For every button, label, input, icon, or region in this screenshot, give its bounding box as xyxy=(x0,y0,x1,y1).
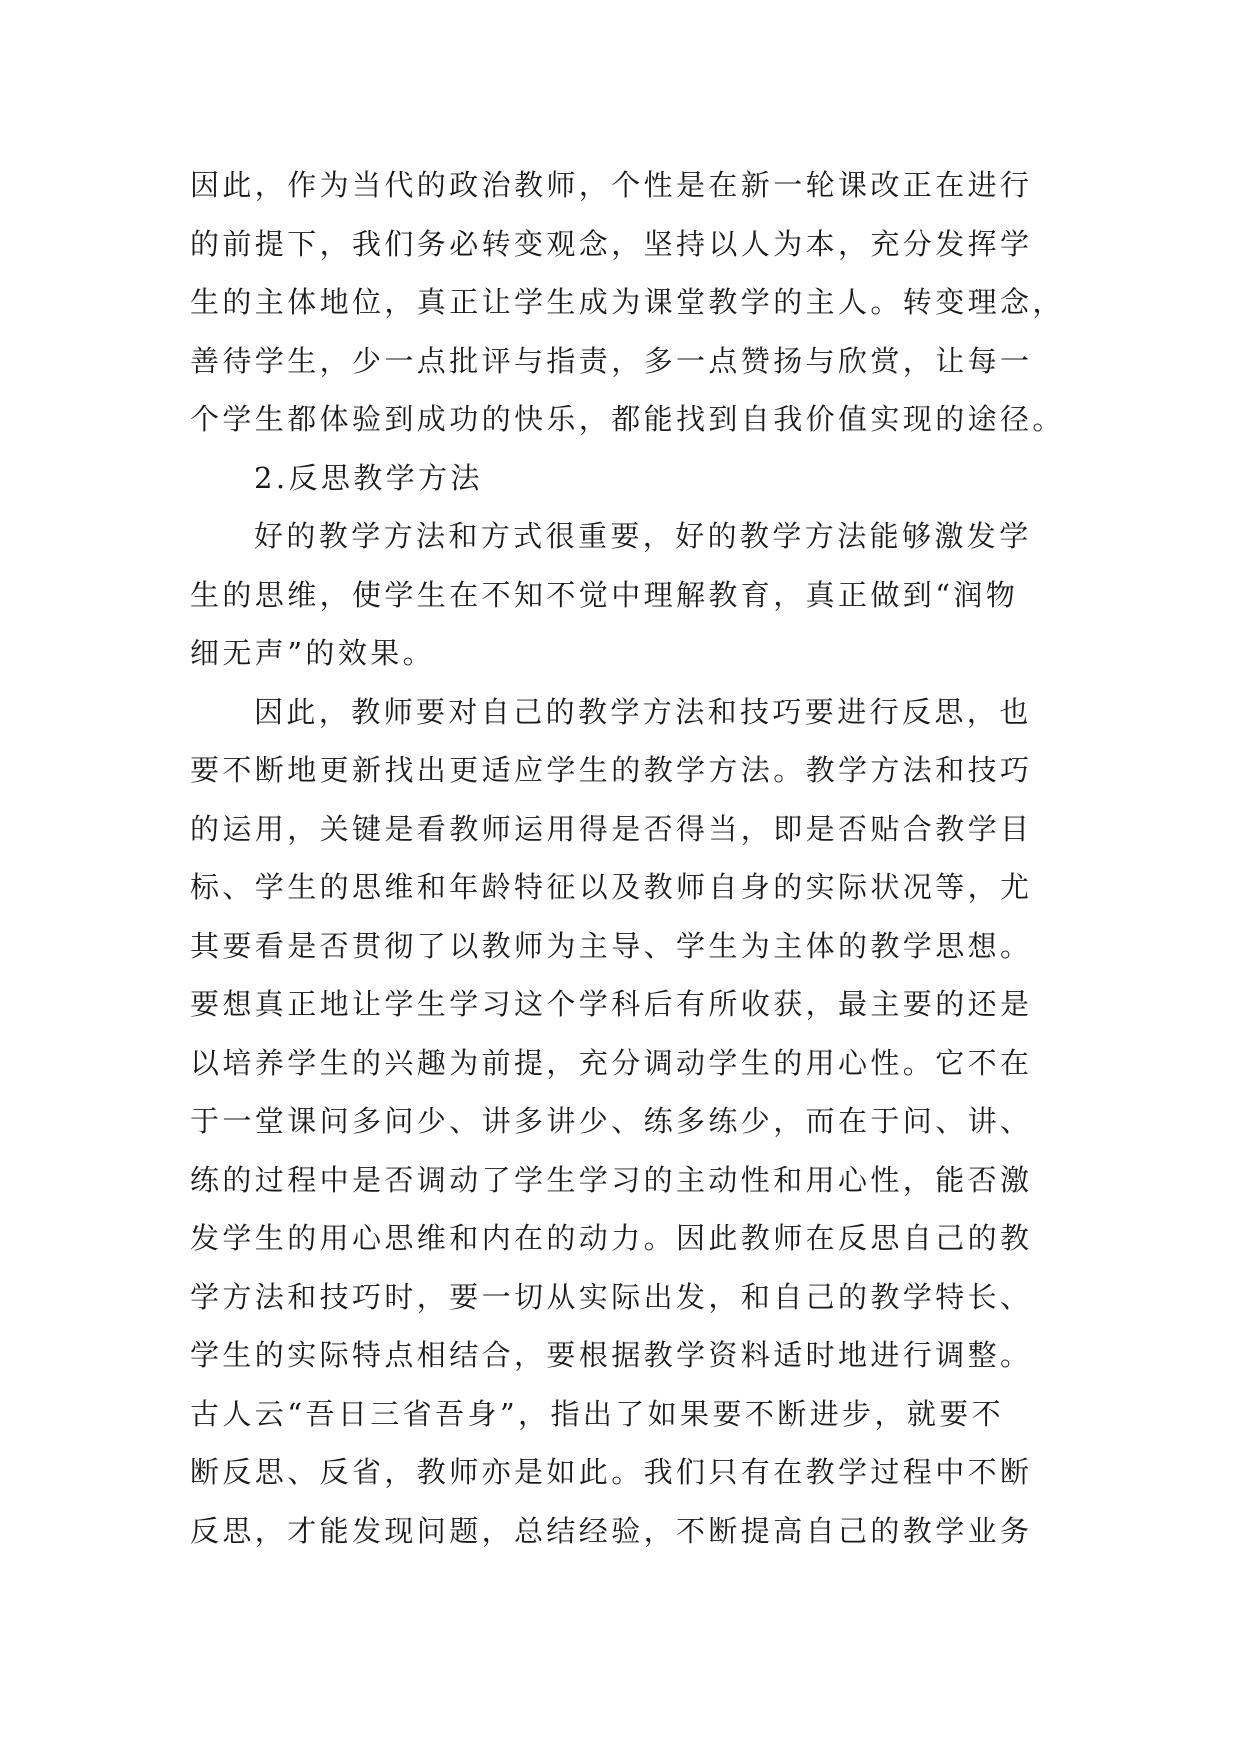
text-line: 要不断地更新找出更适应学生的教学方法。教学方法和技巧 xyxy=(190,753,1033,787)
text-line: 标、学生的思维和年龄特征以及教师自身的实际状况等，尤 xyxy=(190,870,1033,904)
text-line: 个学生都体验到成功的快乐，都能找到自我价值实现的途径。 xyxy=(190,402,1065,436)
body-text xyxy=(190,156,1070,1560)
text-line: 好的教学方法和方式很重要，好的教学方法能够激发学 xyxy=(254,519,1032,553)
text-line: 生的主体地位，真正让学生成为课堂教学的主人。转变理念， xyxy=(190,285,1065,319)
section-heading: 2.反思教学方法 xyxy=(254,460,483,495)
text-line: 古人云“吾日三省吾身”，指出了如果要不断进步，就要不 xyxy=(190,1396,1005,1431)
text-line: 善待学生，少一点批评与指责，多一点赞扬与欣赏，让每一 xyxy=(190,343,1033,378)
text-line: 断反思、反省，教师亦是如此。我们只有在教学过程中不断 xyxy=(190,1455,1033,1489)
text-line: 因此，教师要对自己的教学方法和技巧要进行反思，也 xyxy=(254,694,1032,729)
text-line: 因此，作为当代的政治教师，个性是在新一轮课改正在进行 xyxy=(190,168,1033,202)
text-line: 的前提下，我们务必转变观念，坚持以人为本，充分发挥学 xyxy=(190,226,1033,261)
text-line: 的运用，关键是看教师运用得是否得当，即是否贴合教学目 xyxy=(190,811,1033,846)
text-line: 于一堂课问多问少、讲多讲少、练多练少，而在于问、讲、 xyxy=(190,1104,1033,1138)
text-line: 练的过程中是否调动了学生学习的主动性和用心性，能否激 xyxy=(190,1162,1033,1197)
text-line: 以培养学生的兴趣为前提，充分调动学生的用心性。它不在 xyxy=(190,1045,1033,1080)
text-line: 生的思维，使学生在不知不觉中理解教育，真正做到“润物 xyxy=(190,577,1019,612)
text-line: 反思，才能发现问题，总结经验，不断提高自己的教学业务 xyxy=(190,1513,1033,1548)
text-line: 学生的实际特点相结合，要根据教学资料适时地进行调整。 xyxy=(190,1338,1033,1372)
text-line: 其要看是否贯彻了以教师为主导、学生为主体的教学思想。 xyxy=(190,928,1033,963)
text-line: 要想真正地让学生学习这个学科后有所收获，最主要的还是 xyxy=(190,987,1033,1021)
text-line: 发学生的用心思维和内在的动力。因此教师在反思自己的教 xyxy=(190,1221,1033,1255)
text-line: 学方法和技巧时，要一切从实际出发，和自己的教学特长、 xyxy=(190,1279,1033,1314)
text-line: 细无声”的效果。 xyxy=(190,636,436,670)
